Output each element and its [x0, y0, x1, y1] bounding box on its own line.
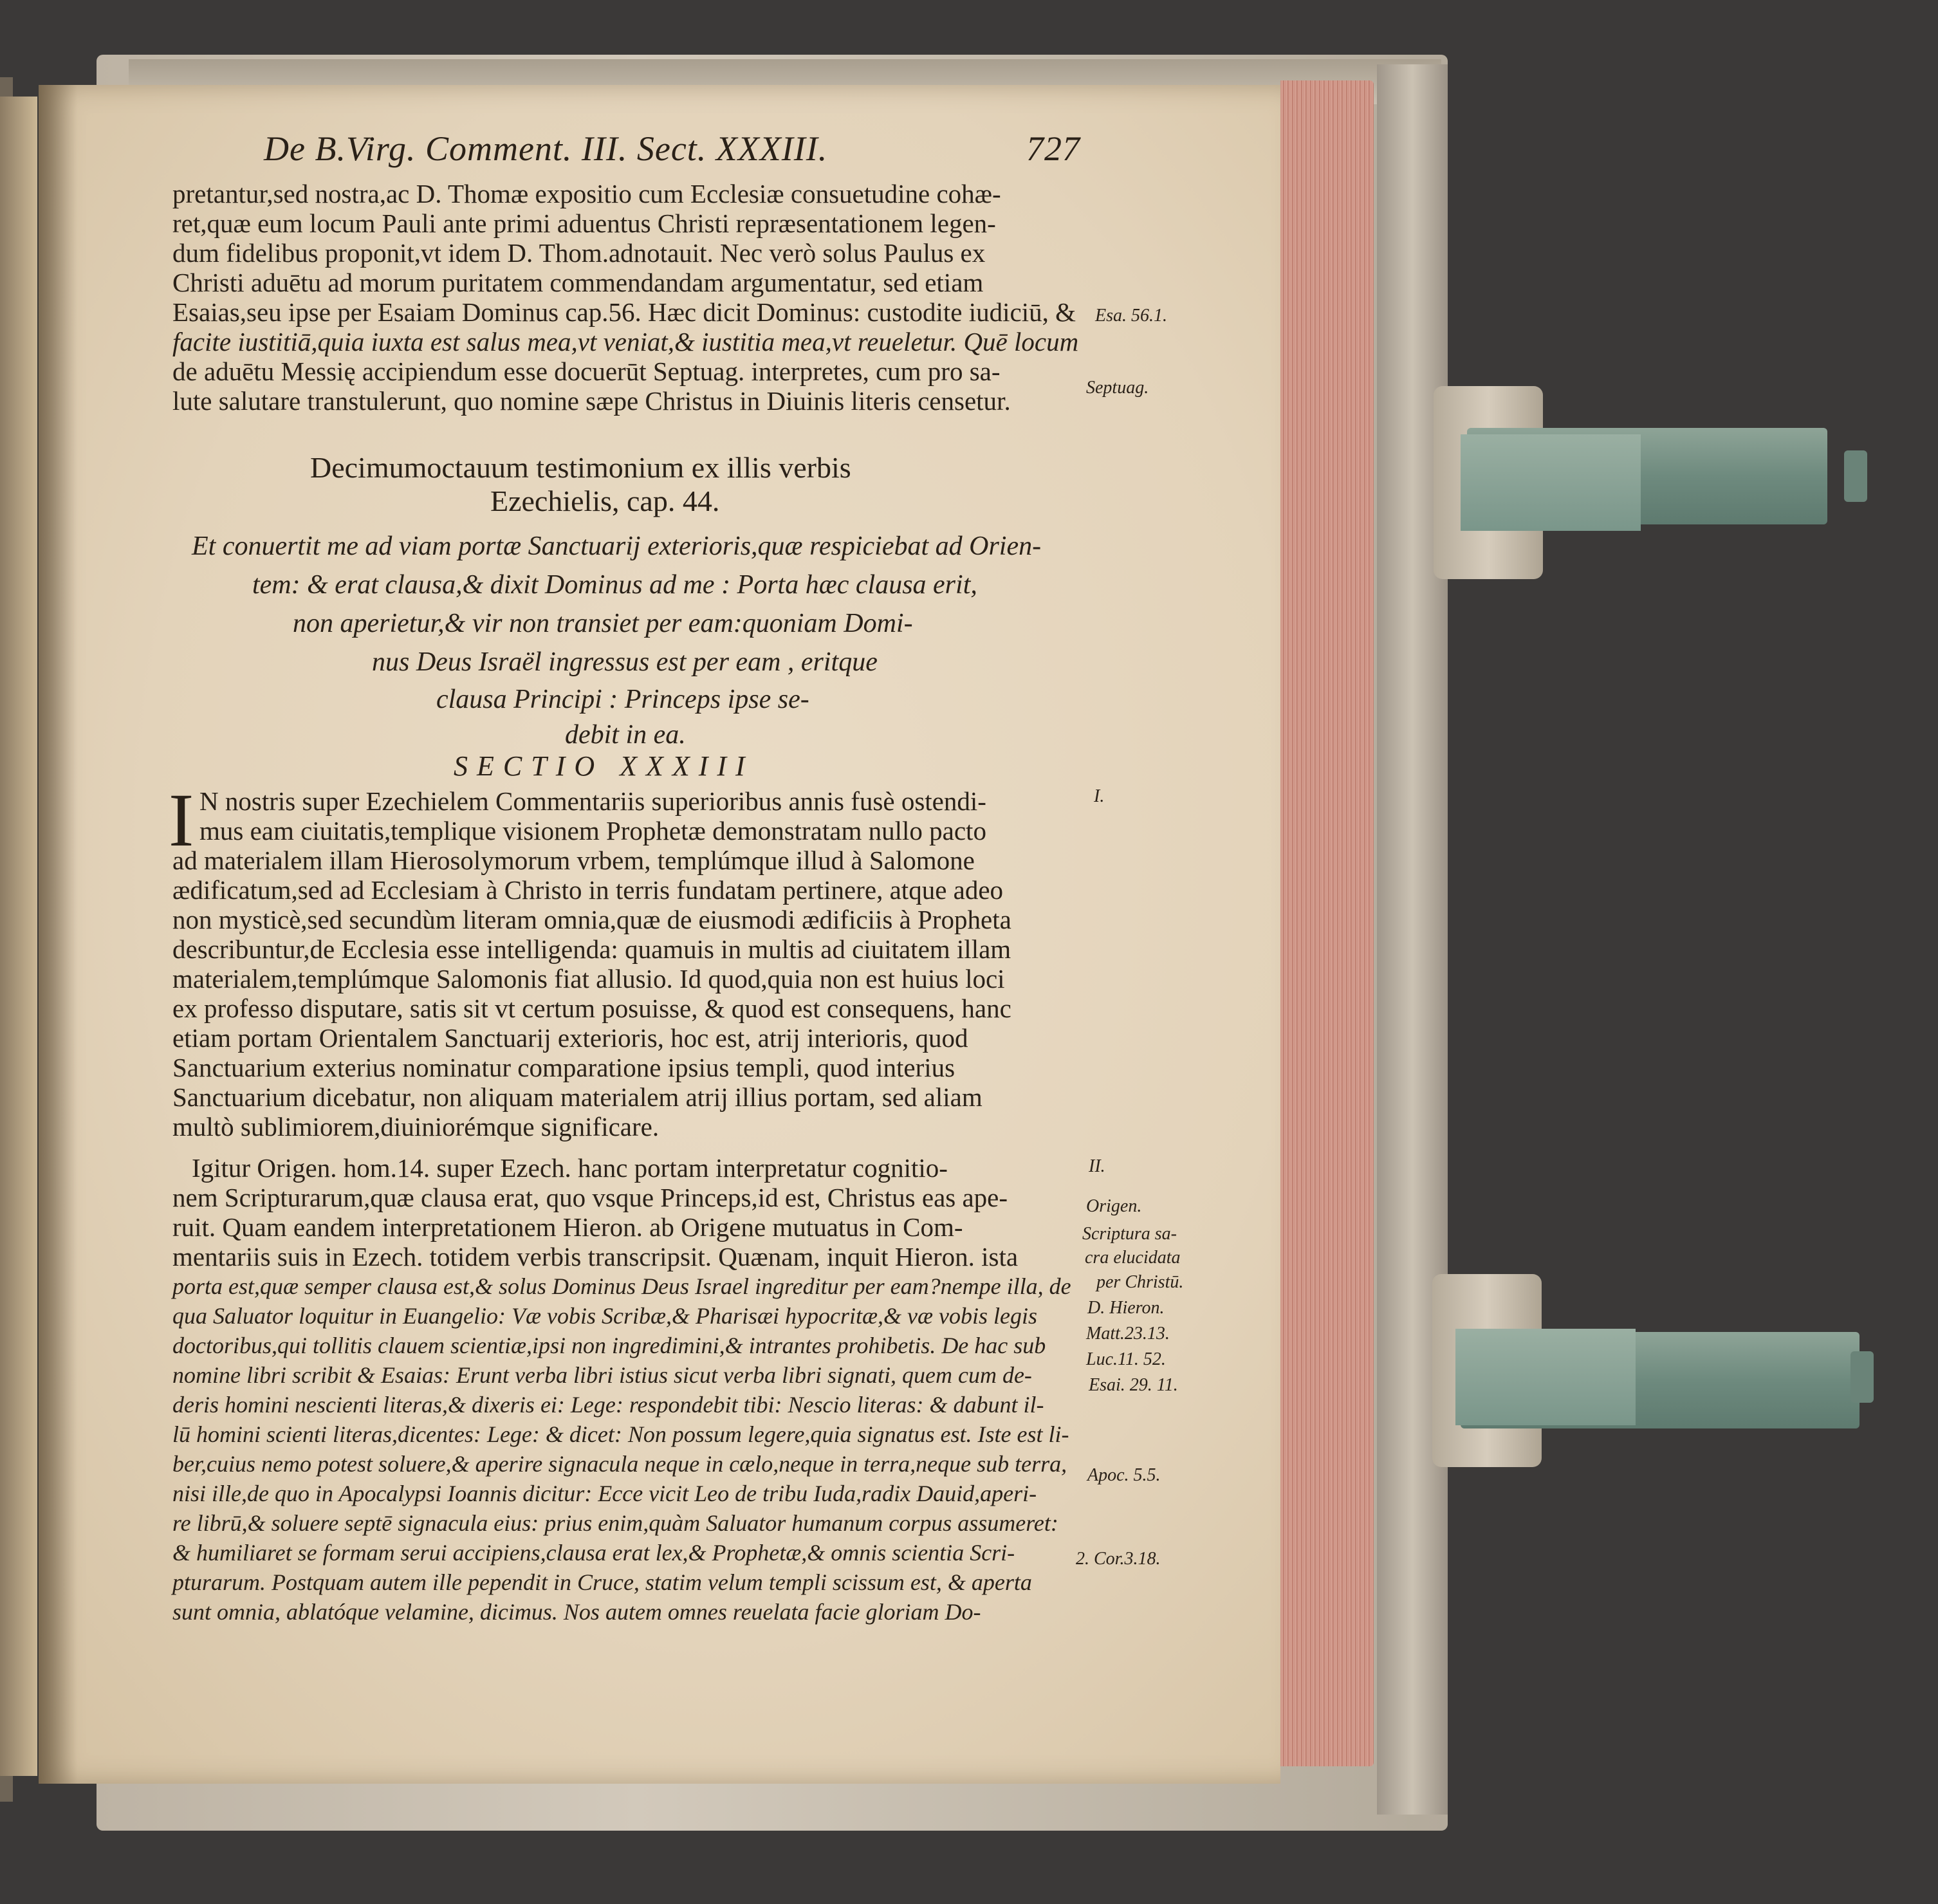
margin-note-septuag: Septuag.	[1086, 378, 1149, 398]
margin-note-esai: Esai. 29. 11.	[1089, 1375, 1178, 1395]
quote-line: nus Deus Israël ingressus est per eam , eritque	[372, 647, 878, 677]
text-line: re librū,& soluere septē signacula eius: prius enim,quàm Saluator humanum corpus assumeret:	[172, 1510, 1058, 1536]
text-line: porta est,quæ semper clausa est,& solus Dominus Deus Israel ingreditur per eam?nempe illa, de	[172, 1273, 1071, 1299]
text-line: nem Scripturarum,quæ clausa erat, quo vsque Princeps,id est, Christus eas ape-	[172, 1183, 1008, 1212]
testimony-title-line-2: Ezechielis, cap. 44.	[490, 485, 720, 517]
text-line: qua Saluator loquitur in Euangelio: Væ vobis Scribæ,& Pharisæi hypocritæ,& væ vobis legis	[172, 1303, 1037, 1329]
text-line: facite iustitiā,quia iuxta est salus mea,vt veniat,& iustitia mea,vt reueletur. Quē locum	[172, 327, 1079, 356]
paragraph-3	[172, 1153, 1071, 1627]
margin-note-scriptura-2: cra elucidata	[1085, 1248, 1181, 1268]
margin-note-luc: Luc.11. 52.	[1086, 1349, 1166, 1369]
text-line: deris homini nescienti literas,& dixeris ei: Lege: respondebit tibi: Nescio literas: & dabunt il-	[172, 1392, 1044, 1418]
paragraph-1	[172, 179, 1078, 416]
quote-line: non aperietur,& vir non transiet per eam:quoniam Domi-	[293, 609, 913, 638]
quote-line: tem: & erat clausa,& dixit Dominus ad me : Porta hæc clausa erit,	[252, 570, 977, 600]
upper-clasp-tab	[1461, 434, 1641, 531]
text-line: dum fidelibus proponit,vt idem D. Thom.adnotauit. Nec verò solus Paulus ex	[172, 238, 986, 268]
lower-clasp-hinge	[1850, 1351, 1874, 1403]
margin-note-scriptura-1: Scriptura sa-	[1082, 1224, 1177, 1244]
text-line: ret,quæ eum locum Pauli ante primi aduentus Christi repræsentationem legen-	[172, 208, 996, 238]
paragraph-2	[172, 786, 1011, 1141]
text-line: Igitur Origen. hom.14. super Ezech. hanc portam interpretatur cognitio-	[192, 1153, 948, 1183]
text-line: ex professo disputare, satis sit vt certum posuisse, & quod est consequens, hanc	[172, 994, 1011, 1023]
margin-note-apoc: Apoc. 5.5.	[1087, 1465, 1161, 1485]
text-line: etiam portam Orientalem Sanctuarij exterioris, hoc est, atrij interioris, quod	[172, 1023, 968, 1053]
margin-note-hieron: D. Hieron.	[1087, 1298, 1165, 1318]
text-line: non mysticè,sed secundùm literam omnia,quæ de eiusmodi ædificiis à Propheta	[172, 905, 1011, 934]
left-page-sliver	[0, 97, 37, 1776]
lower-clasp-tab	[1455, 1329, 1636, 1425]
text-line: doctoribus,qui tollitis clauem scientiæ,ipsi non ingredimini,& intrantes prohibetis. De hac sub	[172, 1333, 1046, 1358]
text-line: ædificatum,sed ad Ecclesiam à Christo in terris fundatam pertinere, atque adeo	[172, 875, 1004, 905]
text-line: describuntur,de Ecclesia esse intelligenda: quamuis in multis ad ciuitatem illam	[172, 934, 1011, 964]
text-line: mus eam ciuitatis,templique visionem Prophetæ demonstratam nullo pacto	[199, 816, 986, 846]
text-line: de aduētu Messię accipiendum esse docuerūt Septuag. interpretes, cum pro sa-	[172, 356, 1001, 386]
margin-note-num1: I.	[1094, 786, 1105, 806]
text-line: lū homini scienti literas,dicentes: Lege: & dicet: Non possum legere,quia signatus est. Iste est li-	[172, 1421, 1069, 1447]
text-line: ruit. Quam eandem interpretationem Hieron. ab Origene mutuatus in Com-	[172, 1212, 963, 1242]
margin-note-num2: II.	[1089, 1156, 1105, 1176]
page-number: 727	[1026, 129, 1080, 168]
text-line: Esaias,seu ipse per Esaiam Dominus cap.56. Hæc dicit Dominus: custodite iudiciū, &	[172, 297, 1076, 327]
text-line: pretantur,sed nostra,ac D. Thomæ expositio cum Ecclesiæ consuetudine cohæ-	[172, 179, 1001, 208]
margin-note-esa: Esa. 56.1.	[1095, 306, 1167, 326]
section-heading: SECTIO XXXIII	[454, 750, 754, 782]
text-line: & humiliaret se formam serui accipiens,clausa erat lex,& Prophetæ,& omnis scientia Scri-	[172, 1540, 1015, 1566]
text-line: Sanctuarium exterius nominatur comparatione ipsius templi, quod interius	[172, 1053, 955, 1082]
text-line: Sanctuarium dicebatur, non aliquam materialem atrij illius portam, sed aliam	[172, 1082, 983, 1112]
testimony-title-line-1: Decimumoctauum testimonium ex illis verbis	[310, 451, 851, 484]
text-line: nomine libri scribit & Esaias: Erunt verba libri istius sicut verba libri signati, quem cum de-	[172, 1362, 1032, 1388]
quote-line: clausa Principi : Princeps ipse se-	[436, 685, 809, 714]
text-line: lute salutare transtulerunt, quo nomine sæpe Christus in Diuinis literis censetur.	[172, 386, 1011, 416]
text-line: ber,cuius nemo potest soluere,& aperire signacula neque in cælo,neque in terra,neque sub terra,	[172, 1451, 1067, 1477]
drop-cap: I	[169, 778, 194, 862]
book-fore-edge-cover	[1377, 64, 1448, 1815]
text-line: N nostris super Ezechielem Commentariis superioribus annis fusè ostendi-	[199, 786, 986, 816]
text-line: sunt omnia, ablatóque velamine, dicimus. Nos autem omnes reuelata facie gloriam Do-	[172, 1599, 981, 1625]
upper-clasp-hinge	[1844, 450, 1867, 502]
quote-line: debit in ea.	[565, 720, 686, 750]
margin-note-origen: Origen.	[1086, 1196, 1142, 1216]
text-line: Christi aduētu ad morum puritatem commendandam argumentatur, sed etiam	[172, 268, 984, 297]
text-line: multò sublimiorem,diuiniorémque significare.	[172, 1112, 660, 1141]
running-title: De B.Virg. Comment. III. Sect. XXXIII.	[264, 129, 828, 168]
text-line: ad materialem illam Hierosolymorum vrbem, templúmque illud à Salomone	[172, 846, 975, 875]
gutter-shadow	[39, 85, 77, 1784]
page-block-edge	[1280, 80, 1374, 1766]
text-line: materialem,templúmque Salomonis fiat allusio. Id quod,quia non est huius loci	[172, 964, 1005, 994]
quote-line: Et conuertit me ad viam portæ Sanctuarij exterioris,quæ respiciebat ad Orien-	[192, 531, 1042, 561]
text-line: mentariis suis in Ezech. totidem verbis transcripsit. Quænam, inquit Hieron. ista	[172, 1242, 1019, 1271]
text-line: pturarum. Postquam autem ille pependit in Cruce, statim velum templi scissum est, & aperta	[172, 1569, 1032, 1595]
text-line: nisi ille,de quo in Apocalypsi Ioannis dicitur: Ecce vicit Leo de tribu Iuda,radix Dauid,aperi-	[172, 1481, 1037, 1506]
margin-note-matt: Matt.23.13.	[1086, 1324, 1170, 1344]
margin-note-cor: 2. Cor.3.18.	[1076, 1549, 1161, 1569]
margin-note-scriptura-3: per Christū.	[1096, 1272, 1184, 1292]
